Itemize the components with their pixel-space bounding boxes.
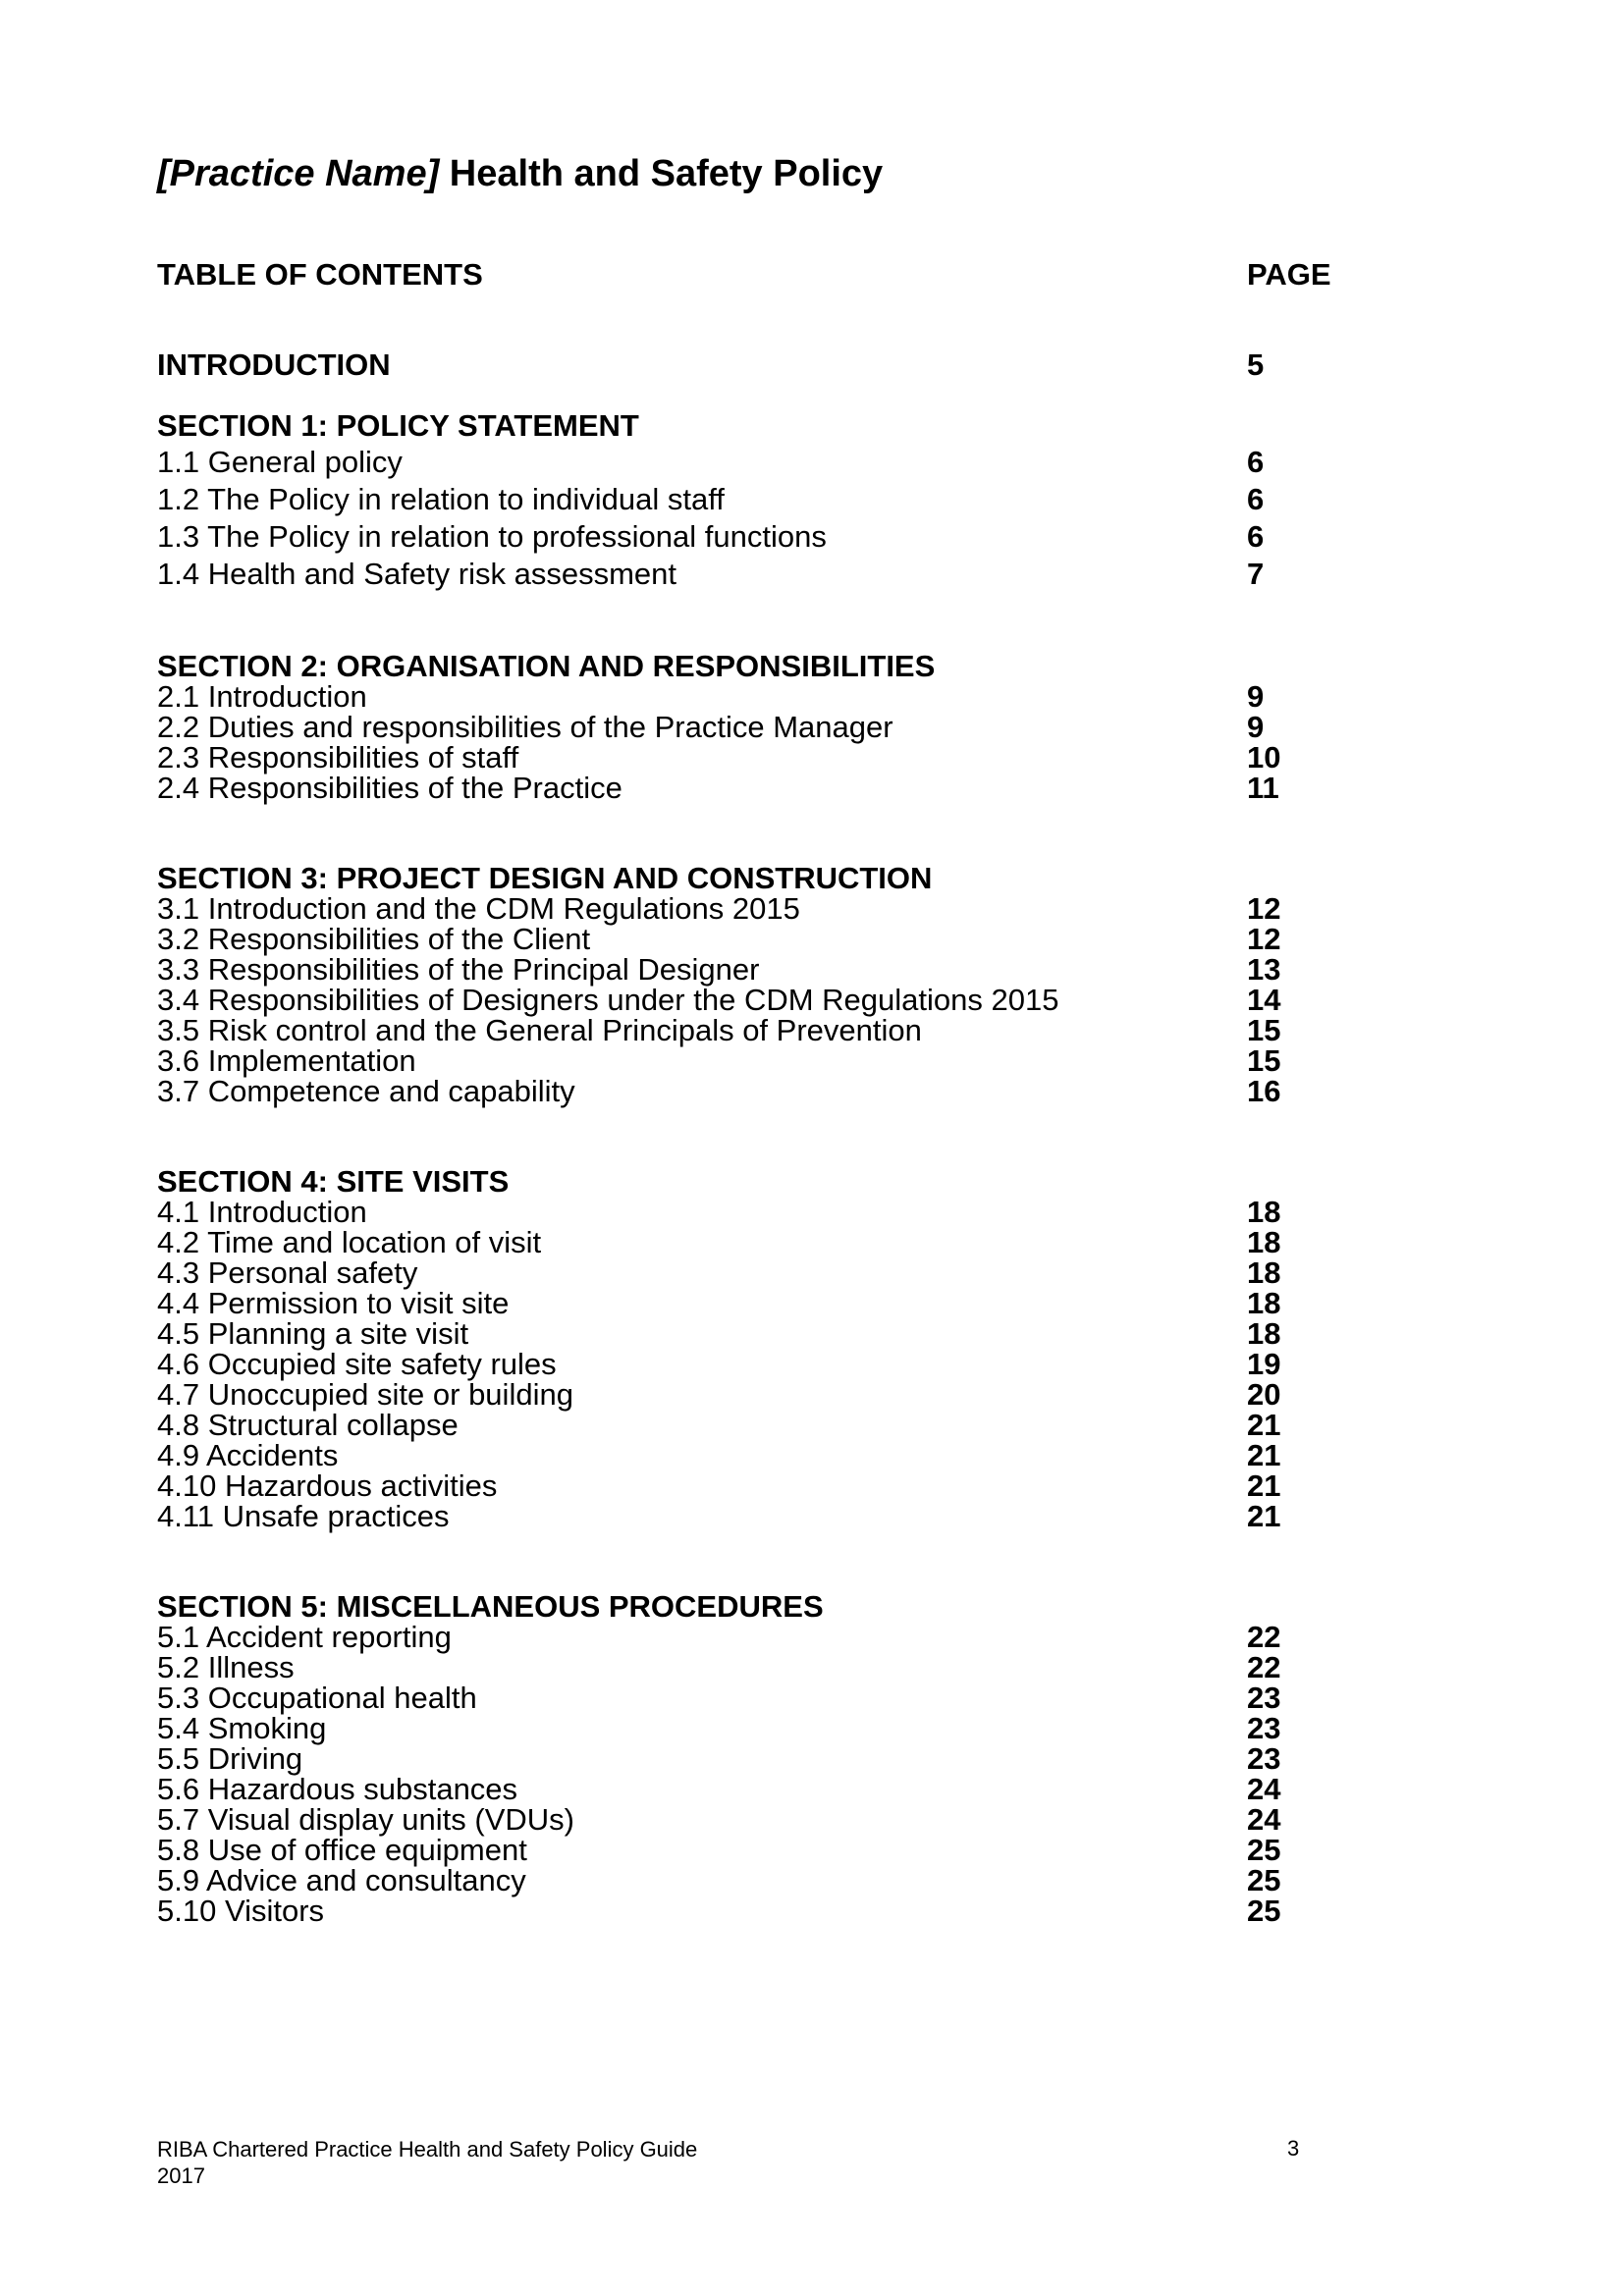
toc-entry-page: 24 [1247, 1802, 1281, 1837]
toc-entry-page: 18 [1247, 1195, 1281, 1229]
toc-entry-page: 21 [1247, 1408, 1281, 1442]
toc-entry-label: 5.3 Occupational health [157, 1681, 477, 1715]
toc-entry-label: 3.6 Implementation [157, 1043, 416, 1078]
toc-entry-label: 1.2 The Policy in relation to individual staff [157, 482, 725, 516]
toc-entry-page: 5 [1247, 347, 1265, 382]
toc-entry-label: 3.7 Competence and capability [157, 1074, 575, 1108]
toc-entry-label: 4.2 Time and location of visit [157, 1225, 542, 1259]
toc-entry-page: 24 [1247, 1772, 1281, 1806]
toc-header [157, 257, 1623, 293]
section-1-heading[interactable]: SECTION 1: POLICY STATEMENT [157, 408, 639, 443]
footer-guide-title: RIBA Chartered Practice Health and Safety Policy Guide [157, 2137, 698, 2162]
toc-entry-page: 18 [1247, 1255, 1281, 1290]
toc-heading: TABLE OF CONTENTS [157, 257, 483, 292]
toc-entry-label: 4.5 Planning a site visit [157, 1316, 469, 1351]
toc-entry-label: INTRODUCTION [157, 347, 391, 382]
toc-entry-page: 9 [1247, 710, 1265, 744]
toc-entry-page: 7 [1247, 557, 1265, 591]
toc-entry-label: 3.5 Risk control and the General Principals of Prevention [157, 1013, 922, 1047]
toc-entry-page: 19 [1247, 1347, 1281, 1381]
toc-entry-page: 22 [1247, 1620, 1281, 1654]
toc-entry-page: 10 [1247, 740, 1281, 774]
section-4-heading[interactable]: SECTION 4: SITE VISITS [157, 1164, 510, 1199]
toc-entry-label: 4.9 Accidents [157, 1438, 339, 1472]
toc-entry-label: 4.11 Unsafe practices [157, 1499, 450, 1533]
toc-entry-label: 5.5 Driving [157, 1741, 303, 1776]
toc-entry-label: 5.1 Accident reporting [157, 1620, 452, 1654]
toc-entry-page: 16 [1247, 1074, 1281, 1108]
toc-entry-label: 4.8 Structural collapse [157, 1408, 459, 1442]
toc-entry-page: 13 [1247, 952, 1281, 987]
toc-entry-page: 15 [1247, 1043, 1281, 1078]
toc-entry-page: 14 [1247, 983, 1281, 1017]
toc-entry-label: 2.4 Responsibilities of the Practice [157, 771, 622, 805]
toc-entry-label: 3.2 Responsibilities of the Client [157, 922, 591, 956]
toc-entry-page: 25 [1247, 1894, 1281, 1928]
section-2-heading[interactable]: SECTION 2: ORGANISATION AND RESPONSIBILITIES [157, 649, 936, 683]
toc-entry-page: 23 [1247, 1681, 1281, 1715]
toc-entry[interactable] [157, 557, 1623, 592]
toc-entry[interactable] [157, 1894, 1623, 1929]
toc-entry-page: 12 [1247, 891, 1281, 926]
toc-entry-label: 4.4 Permission to visit site [157, 1286, 510, 1320]
toc-entry-label: 5.9 Advice and consultancy [157, 1863, 526, 1897]
practice-name-placeholder: [Practice Name] [157, 153, 440, 194]
toc-entry-label: 3.4 Responsibilities of Designers under the CDM Regulations 2015 [157, 983, 1059, 1017]
toc-entry-page: 12 [1247, 922, 1281, 956]
toc-entry-page: 21 [1247, 1499, 1281, 1533]
toc-entry-page: 23 [1247, 1711, 1281, 1745]
toc-entry-label: 5.7 Visual display units (VDUs) [157, 1802, 574, 1837]
toc-entry[interactable] [157, 482, 1623, 517]
toc-entry-page: 18 [1247, 1286, 1281, 1320]
toc-entry-page: 25 [1247, 1833, 1281, 1867]
toc-entry-page: 6 [1247, 519, 1265, 554]
toc-entry[interactable] [157, 445, 1623, 480]
toc-entry-label: 4.10 Hazardous activities [157, 1468, 498, 1503]
toc-entry-label: 4.1 Introduction [157, 1195, 367, 1229]
toc-entry-label: 2.3 Responsibilities of staff [157, 740, 519, 774]
toc-entry-label: 3.1 Introduction and the CDM Regulations 2015 [157, 891, 800, 926]
toc-entry-label: 5.8 Use of office equipment [157, 1833, 527, 1867]
toc-entry-label: 3.3 Responsibilities of the Principal Designer [157, 952, 760, 987]
toc-entry-page: 18 [1247, 1225, 1281, 1259]
toc-entry-introduction[interactable] [157, 347, 1623, 383]
toc-entry-label: 1.4 Health and Safety risk assessment [157, 557, 676, 591]
page-title [157, 153, 883, 195]
toc-entry-page: 23 [1247, 1741, 1281, 1776]
toc-entry-page: 22 [1247, 1650, 1281, 1684]
section-3-heading[interactable]: SECTION 3: PROJECT DESIGN AND CONSTRUCTION [157, 861, 933, 895]
toc-entry-page: 18 [1247, 1316, 1281, 1351]
page-column-label: PAGE [1247, 257, 1331, 292]
title-text: Health and Safety Policy [439, 153, 884, 194]
toc-entry-page: 25 [1247, 1863, 1281, 1897]
toc-entry-page: 15 [1247, 1013, 1281, 1047]
page-number: 3 [1287, 2136, 1300, 2161]
toc-entry-page: 21 [1247, 1438, 1281, 1472]
toc-entry-page: 20 [1247, 1377, 1281, 1412]
toc-entry-label: 4.6 Occupied site safety rules [157, 1347, 557, 1381]
toc-entry-label: 5.2 Illness [157, 1650, 295, 1684]
toc-entry-label: 5.4 Smoking [157, 1711, 327, 1745]
footer [157, 2136, 697, 2189]
toc-entry-label: 5.6 Hazardous substances [157, 1772, 518, 1806]
toc-entry-page: 9 [1247, 679, 1265, 714]
toc-entry-label: 4.3 Personal safety [157, 1255, 418, 1290]
toc-entry-page: 6 [1247, 482, 1265, 516]
toc-entry[interactable] [157, 771, 1623, 806]
toc-entry-label: 4.7 Unoccupied site or building [157, 1377, 573, 1412]
toc-entry-page: 21 [1247, 1468, 1281, 1503]
toc-entry-page: 6 [1247, 445, 1265, 479]
footer-year: 2017 [157, 2163, 205, 2188]
toc-entry[interactable] [157, 519, 1623, 555]
toc-entry-label: 1.1 General policy [157, 445, 403, 479]
section-5-heading[interactable]: SECTION 5: MISCELLANEOUS PROCEDURES [157, 1589, 824, 1624]
toc-entry-label: 2.1 Introduction [157, 679, 367, 714]
toc-entry-label: 2.2 Duties and responsibilities of the Practice Manager [157, 710, 893, 744]
toc-entry-page: 11 [1247, 771, 1279, 805]
toc-entry[interactable] [157, 1499, 1623, 1534]
toc-entry-label: 1.3 The Policy in relation to professional functions [157, 519, 827, 554]
toc-entry-label: 5.10 Visitors [157, 1894, 325, 1928]
toc-entry[interactable] [157, 1074, 1623, 1109]
